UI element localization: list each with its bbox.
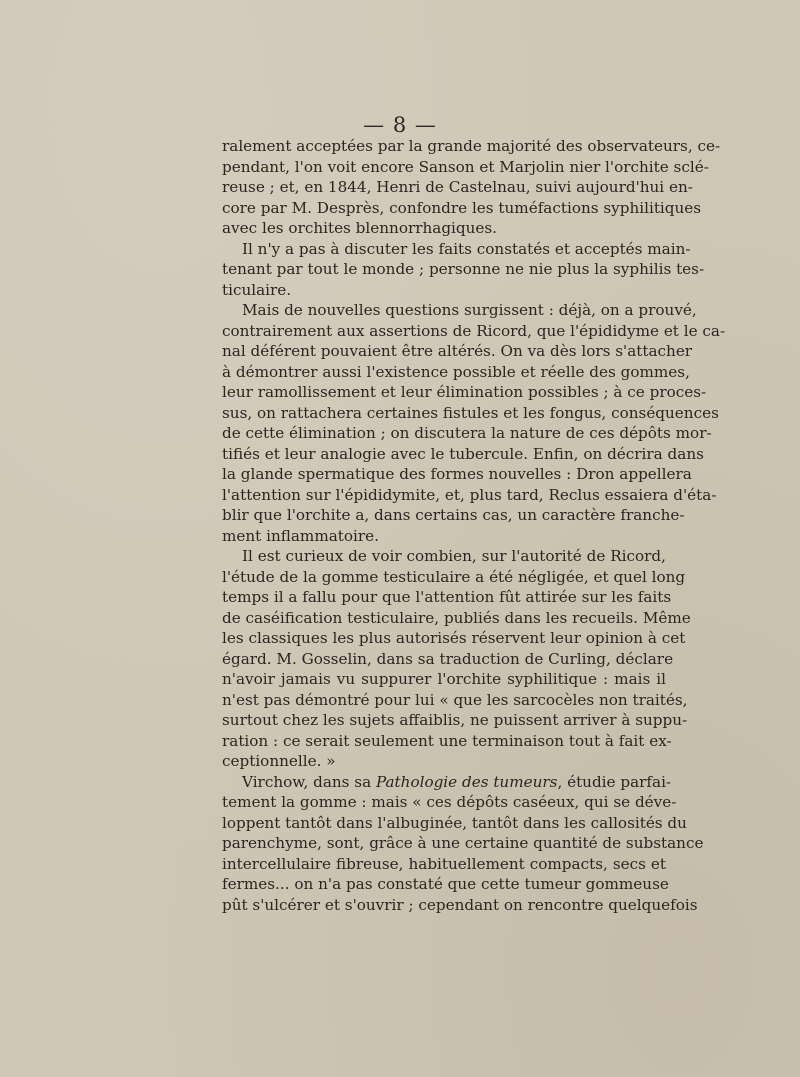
text-line: Il est curieux de voir combien, sur l'autorité de Ricord, — [242, 547, 666, 565]
text-line: ceptionnelle. » — [222, 752, 336, 770]
text-line: fermes... on n'a pas constaté que cette tumeur gommeuse — [222, 875, 669, 893]
text-line — [222, 772, 672, 793]
text-line: parenchyme, sont, grâce à une certaine quantité de substance — [222, 834, 704, 852]
paragraph — [222, 546, 691, 772]
text-line: les classiques les plus autorisés réservent leur opinion à cet — [222, 629, 686, 647]
text-fragment: Virchow, dans sa — [242, 772, 376, 791]
text-line: de cette élimination ; on discutera la nature de ces dépôts mor- — [222, 424, 712, 442]
text-line: loppent tantôt dans l'albuginée, tantôt dans les callosités du — [222, 813, 687, 832]
text-line: l'attention sur l'épididymite, et, plus tard, Reclus essaiera d'éta- — [222, 485, 717, 504]
text-line: Mais de nouvelles questions surgissent : déjà, on a prouvé, — [242, 301, 697, 319]
page-number: — 8 — — [363, 113, 437, 137]
text-line: leur ramollissement et leur élimination possibles ; à ce proces- — [222, 383, 707, 401]
text-line: nal déférent pouvaient être altérés. On va dès lors s'attacher — [222, 342, 693, 360]
text-line: sus, on rattachera certaines fistules et les fongus, conséquences — [222, 403, 719, 422]
text-line: ment inflammatoire. — [222, 526, 379, 545]
text-line: l'étude de la gomme testiculaire a été négligée, et quel long — [222, 567, 686, 586]
text-line: reuse ; et, en 1844, Henri de Castelnau, suivi aujourd'hui en- — [222, 178, 693, 196]
paragraph — [222, 772, 704, 916]
text-line: contrairement aux assertions de Ricord, que l'épididyme et le ca- — [222, 321, 726, 340]
text-line: pût s'ulcérer et s'ouvrir ; cependant on rencontre quelquefois — [222, 895, 698, 914]
text-line: la glande spermatique des formes nouvelles : Dron appellera — [222, 465, 692, 483]
text-line: Il n'y a pas à discuter les faits constatés et acceptés main- — [242, 239, 691, 258]
text-line: surtout chez les sujets affaiblis, ne puissent arriver à suppu- — [222, 711, 688, 729]
text-line: n'est pas démontré pour lui « que les sarcocèles non traités, — [222, 690, 688, 709]
text-line: tement la gomme : mais « ces dépôts caséeux, qui se déve- — [222, 793, 677, 811]
text-line: de caséification testiculaire, publiés dans les recueils. Même — [222, 608, 691, 627]
text-line: égard. M. Gosselin, dans sa traduction de Curling, déclare — [222, 649, 674, 668]
text-line: n'avoir jamais vu suppurer l'orchite syphilitique : mais il — [222, 670, 666, 688]
text-fragment: , étudie parfai- — [557, 772, 672, 791]
text-line: ticulaire. — [222, 280, 292, 299]
body-text — [222, 136, 726, 915]
text-line: ralement acceptées par la grande majorité des observateurs, ce- — [222, 137, 721, 155]
text-line: temps il a fallu pour que l'attention fût attirée sur les faits — [222, 588, 672, 606]
text-line: pendant, l'on voit encore Sanson et Marjolin nier l'orchite sclé- — [222, 157, 709, 176]
text-line: core par M. Desprès, confondre les tuméfactions syphilitiques — [222, 198, 702, 217]
text-line: intercellulaire fibreuse, habituellement compacts, secs et — [222, 854, 666, 873]
text-line: à démontrer aussi l'existence possible et réelle des gommes, — [222, 362, 690, 381]
text-line: tenant par tout le monde ; personne ne nie plus la syphilis tes- — [222, 260, 705, 278]
paragraph — [222, 300, 726, 546]
text-line: avec les orchites blennorrhagiques. — [222, 219, 498, 237]
book-title: Pathologie des tumeurs — [375, 772, 558, 791]
text-line: ration : ce serait seulement une terminaison tout à fait ex- — [222, 731, 672, 750]
text-line: blir que l'orchite a, dans certains cas, un caractère franche- — [222, 506, 685, 524]
paragraph — [222, 239, 705, 301]
paragraph — [222, 136, 721, 239]
text-line: tifiés et leur analogie avec le tubercule. Enfin, on décrira dans — [222, 444, 704, 463]
